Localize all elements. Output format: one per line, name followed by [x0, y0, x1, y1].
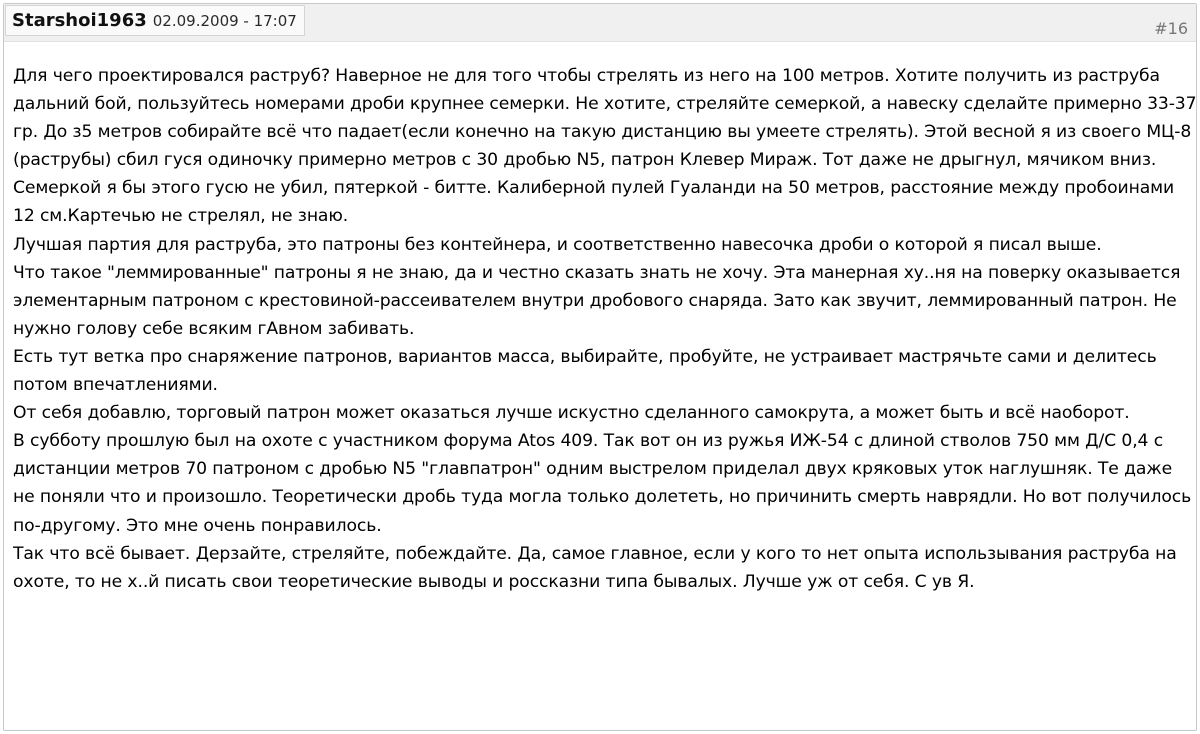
post-paragraph: Для чего проектировался раструб? Наверное не для того чтобы стрелять из него на 100 метров. Хотите получить из раструба дальний бой, пользуйтесь номерами дроби крупнее семерки. Не хотите, стреляйте семеркой, а навеску сделайте примерно 33-37 гр. До з5 метров собирайте всё что падает(если конечно на такую дистанцию вы умеете стрелять). Этой весной я из своего МЦ-8 (раструбы) сбил гуся одиночку примерно метров с 30 дробью N5, патрон Клевер Мираж. Тот даже не дрыгнул, мячиком вниз. Семеркой я бы этого гусю не убил, пятеркой - битте. Калиберной пулей Гуаланди на 50 метров, расстояние между пробоинами 12 см.Картечью не стрелял, не знаю. [13, 66, 1197, 227]
post-paragraph: Что такое "леммированные" патроны я не знаю, да и честно сказать знать не хочу. Эта манерная ху..ня на поверку оказывается элементарным патроном с крестовиной-рассеивателем внутри дробового снаряда. Зато как звучит, леммированный патрон. Не нужно голову себе всяким гАвном забивать. [13, 262, 1181, 339]
post-paragraph: В субботу прошлую был на охоте с участником форума Atos 409. Так вот он из ружья ИЖ-54 с длиной стволов 750 мм Д/С 0,4 с дистанции метров 70 патроном с дробью N5 "главпатрон" одним выстрелом приделал двух кряковых уток наглушняк. Те даже не поняли что и произошло. Теоретически дробь туда могла только долететь, но причинить смерть наврядли. Но вот получилось по-другому. Это мне очень понравилось. [13, 431, 1192, 536]
post-paragraph: Есть тут ветка про снаряжение патронов, вариантов масса, выбирайте, пробуйте, не устраивает мастрячьте сами и делитесь потом впечатлениями. [13, 346, 1157, 396]
post-header [4, 4, 1196, 42]
author-name-link[interactable]: Starshoi1963 [12, 10, 147, 31]
author-info [5, 5, 305, 36]
post-date: 02.09.2009 - 17:07 [152, 11, 297, 30]
post-paragraph: От себя добавлю, торговый патрон может оказаться лучше искустно сделанного самокрута, а может быть и всё наоборот. [13, 403, 1130, 424]
post-body [13, 62, 1197, 596]
post-paragraph: Так что всё бывает. Дерзайте, стреляйте, побеждайте. Да, самое главное, если у кого то нет опыта использывания раструба на охоте, то не х..й писать свои теоретические выводы и россказни типа бывалых. Лучше уж от себя. С ув Я. [13, 543, 1177, 592]
post-number-link[interactable]: #16 [1154, 19, 1188, 38]
post-paragraph: Лучшая партия для раструба, это патроны без контейнера, и соответственно навесочка дроби о которой я писал выше. [13, 234, 1102, 255]
forum-post [3, 3, 1197, 731]
